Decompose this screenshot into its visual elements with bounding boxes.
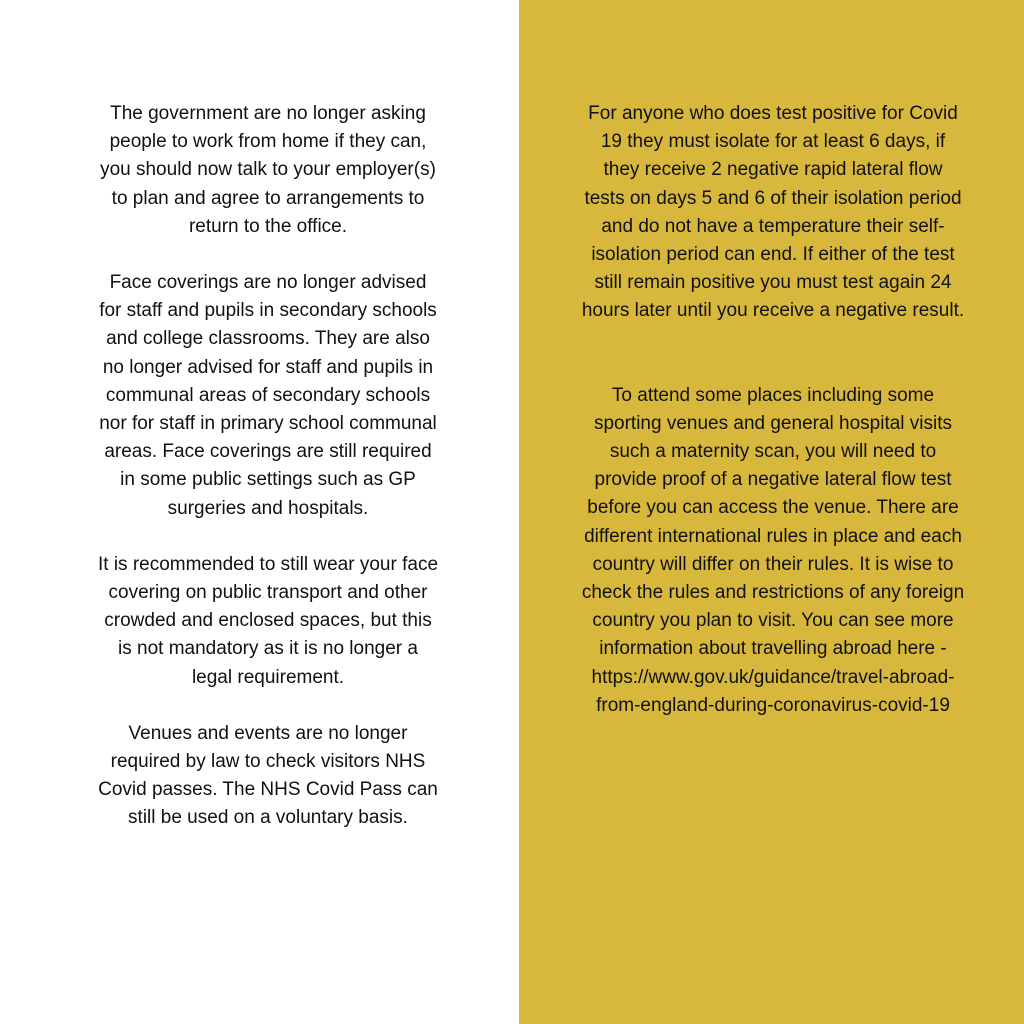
paragraph-spacer xyxy=(562,326,984,382)
paragraph-spacer xyxy=(78,523,458,551)
right-column xyxy=(562,100,984,720)
work-from-home-paragraph: The government are no longer asking people to work from home if they can, you should now talk to your employer(s) to plan and agree to arrangements to return to the office. xyxy=(100,103,436,237)
covid-pass-paragraph: Venues and events are no longer required by law to check visitors NHS Covid passes. The NHS Covid Pass can still be used on a voluntary basis. xyxy=(98,722,438,829)
paragraph-spacer xyxy=(78,692,458,720)
isolation-paragraph: For anyone who does test positive for Covid 19 they must isolate for at least 6 days, if they receive 2 negative rapid lateral flow tests on days 5 and 6 of their isolation period and do not have a temperature their self- isolation period can end. If either of the test still remain positive you must test again 24 hours later until you receive a negative result. xyxy=(581,103,965,322)
left-column xyxy=(78,100,458,833)
paragraph-spacer xyxy=(78,241,458,269)
face-coverings-transport-paragraph: It is recommended to still wear your face covering on public transport and other crowded and enclosed spaces, but this is not mandatory as it is no longer a legal requirement. xyxy=(97,553,439,688)
face-coverings-schools-paragraph: Face coverings are no longer advised for staff and pupils in secondary schools and college classrooms. They are also no longer advised for staff and pupils in communal areas of secondary schools nor for staff in primary school communal areas. Face coverings are still required in some public settings such as GP surgeries and hospitals. xyxy=(99,272,437,519)
travel-paragraph: To attend some places including some sporting venues and general hospital visits such a maternity scan, you will need to provide proof of a negative lateral flow test before you can access the venue. There are different international rules in place and each country will differ on their rules. It is wise to check the rules and restrictions of any foreign country you plan to visit. You can see more information about travelling abroad here - https://www.gov.uk/guidance/travel-abroad- from-england-during-coronavirus-covid-19 xyxy=(581,384,965,716)
